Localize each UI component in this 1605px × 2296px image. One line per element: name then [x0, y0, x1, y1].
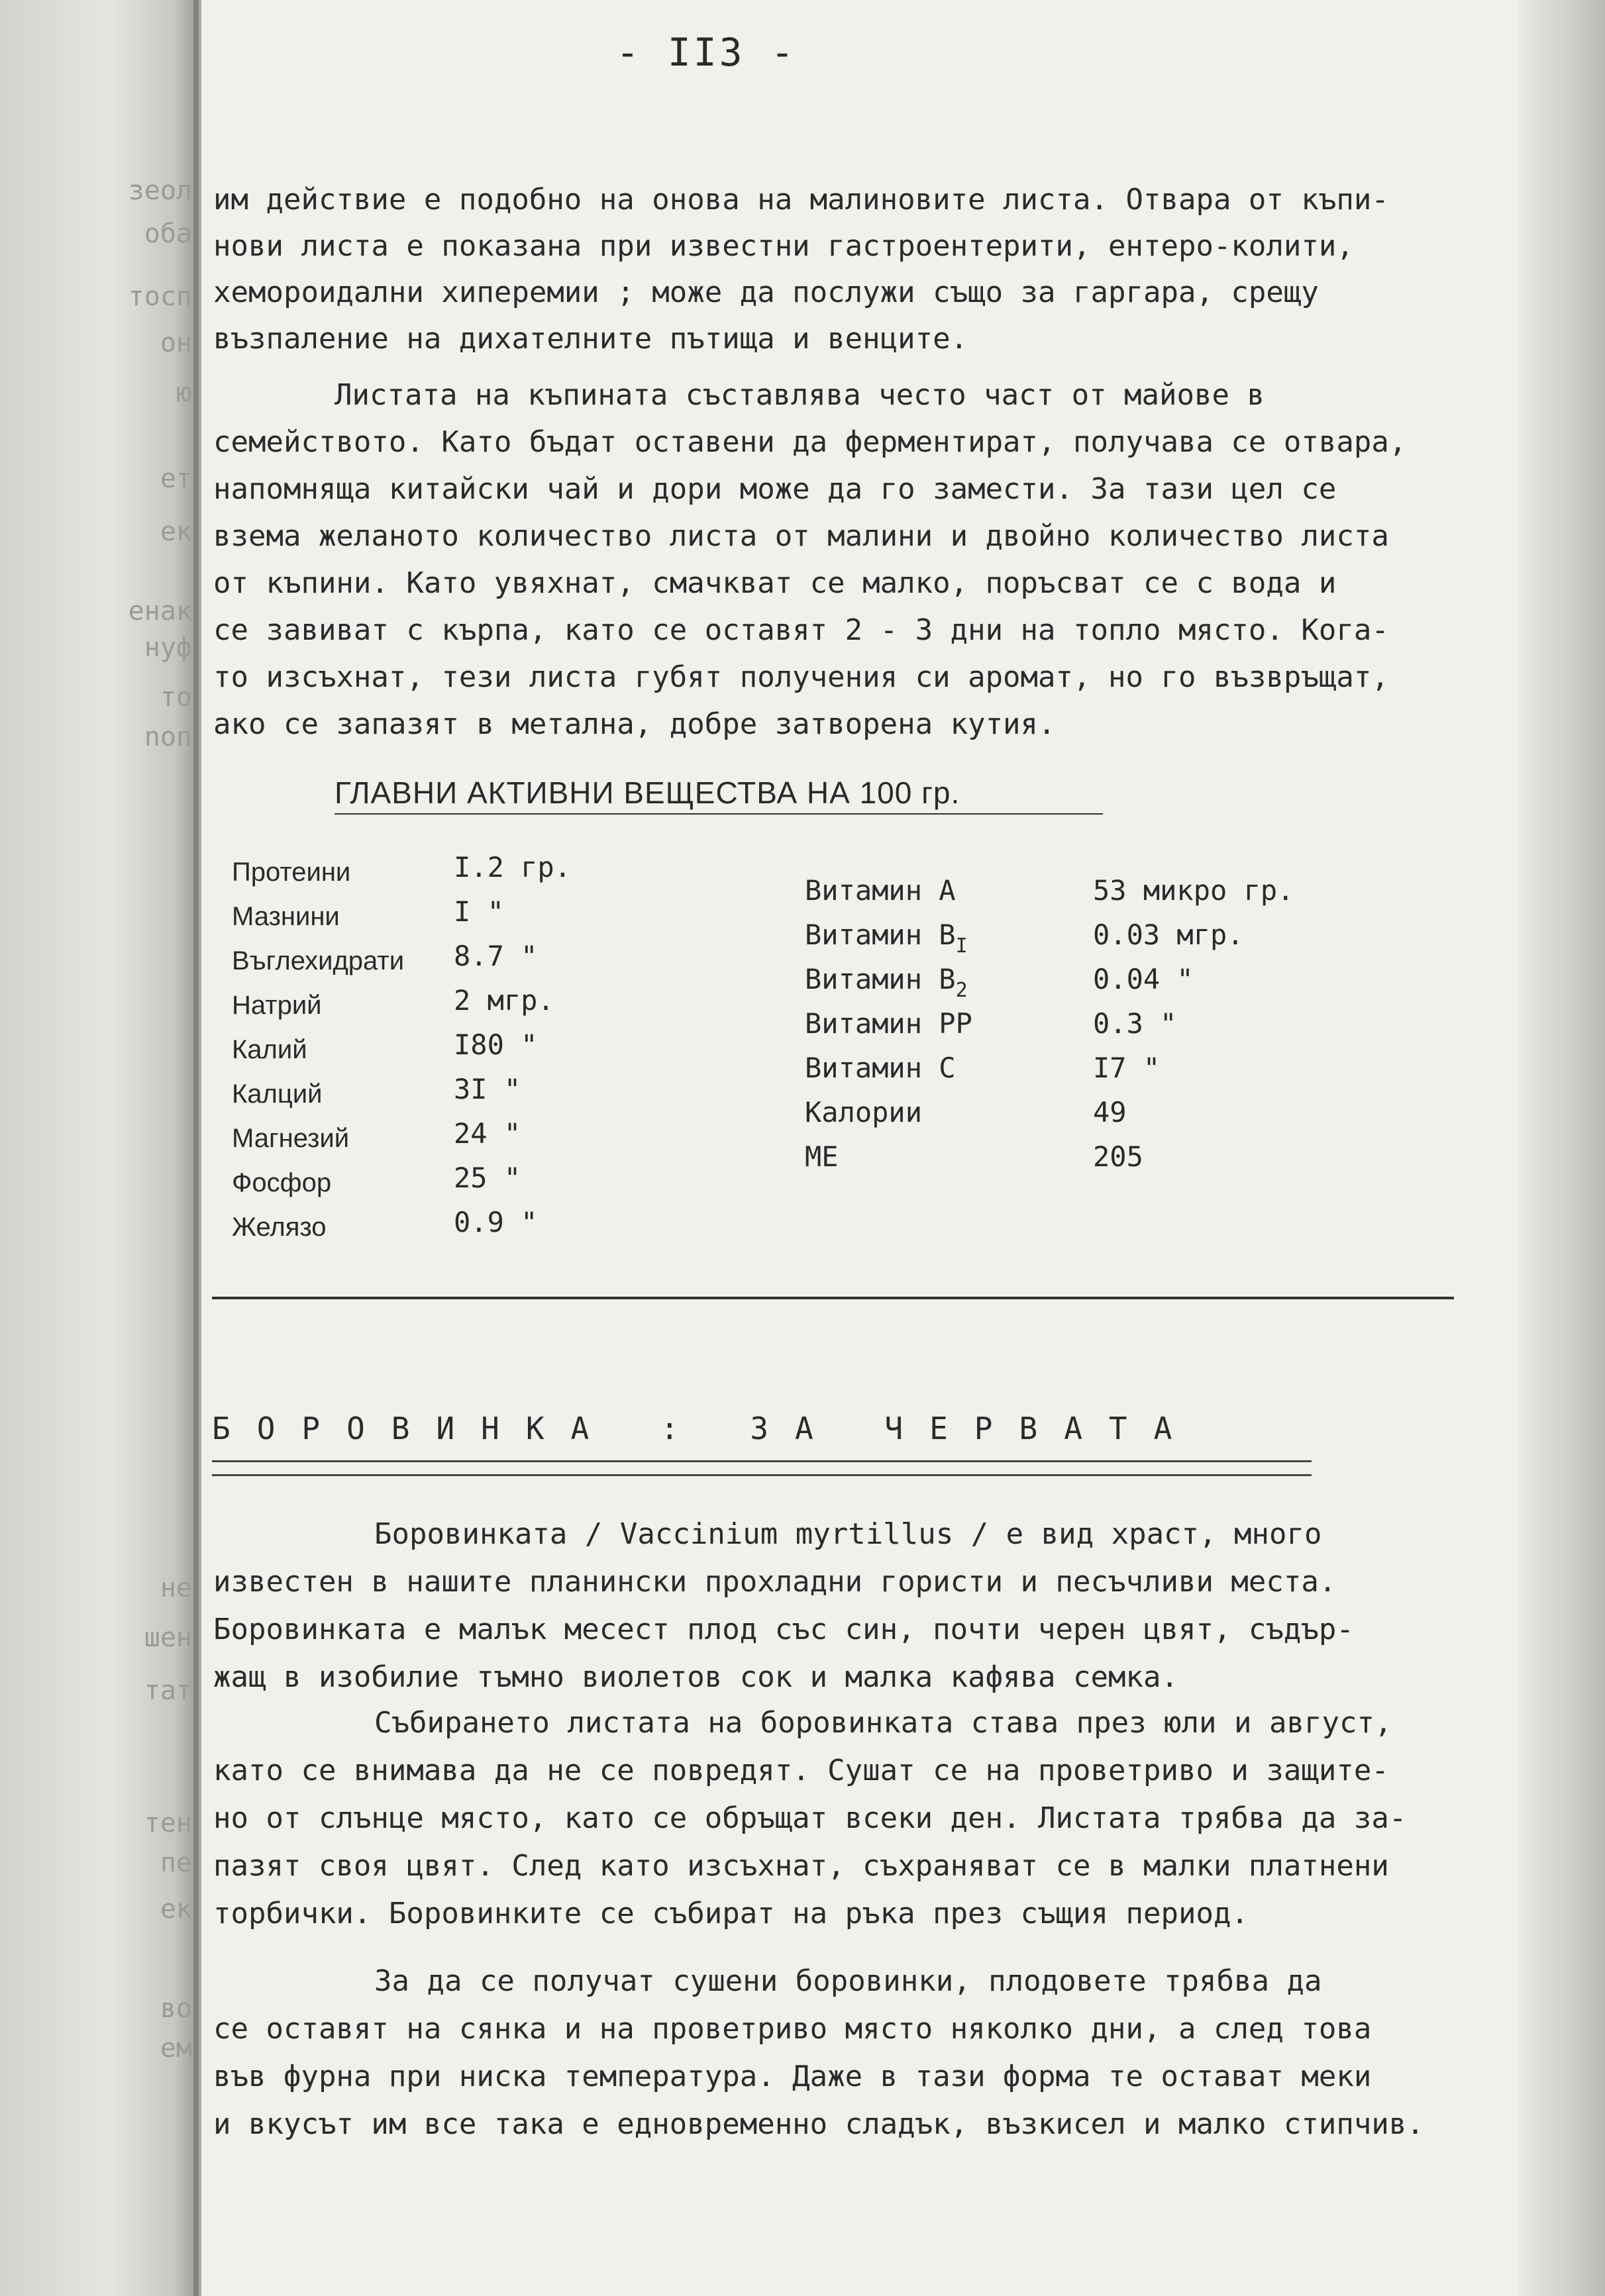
vitamin-value: 0.04 "	[1093, 963, 1194, 995]
page-shadow-edge	[193, 0, 201, 2296]
text-line: възпаление на дихателните пътища и венците.	[213, 322, 968, 356]
nutrient-label: Магнезий	[232, 1124, 350, 1153]
nutrient-label: Натрий	[232, 991, 322, 1020]
text-line: пазят своя цвят. След като изсъхнат, съхраняват се в малки платнени	[213, 1849, 1389, 1883]
text-line: напомняща китайски чай и дори може да го замести. За тази цел се	[213, 472, 1337, 506]
table-heading: ГЛАВНИ АКТИВНИ ВЕЩЕСТВА НА 100 гр.	[335, 775, 960, 810]
heading-underline	[335, 813, 1103, 815]
vitamin-value: 0.03 мгр.	[1093, 919, 1244, 951]
nutrient-value: 24 "	[454, 1117, 521, 1150]
text-line: във фурна при ниска температура. Даже в тази форма те остават меки	[213, 2060, 1372, 2093]
bleed-fragment: тосп	[128, 281, 192, 312]
nutrient-label: Калций	[232, 1079, 323, 1109]
text-line: Събирането листата на боровинката става през юли и август,	[374, 1706, 1392, 1740]
nutrient-label: Фосфор	[232, 1168, 332, 1197]
bleed-fragment: ек	[160, 517, 192, 547]
table-bottom-rule	[212, 1297, 1454, 1299]
right-scan-edge	[1519, 0, 1605, 2296]
nutrient-label: Въглехидрати	[232, 946, 405, 975]
vitamin-name: Витамин В	[805, 963, 956, 995]
vitamin-name: Витамин С	[805, 1052, 956, 1084]
nutrient-value: I.2 гр.	[454, 851, 572, 883]
nutrient-value: I "	[454, 895, 504, 928]
text-line: семейството. Като бъдат оставени да ферментират, получава се отвара,	[213, 425, 1407, 459]
bleed-fragment: енак	[128, 596, 192, 626]
text-line: хемороидални хиперемии ; може да послужи също за гаргара, срещу	[213, 275, 1319, 309]
bleed-fragment: нуф	[144, 632, 192, 663]
nutrient-label: Мазнини	[232, 902, 340, 931]
nutrient-value: 2 мгр.	[454, 984, 554, 1017]
text-line: нови листа е показана при известни гастроентерити, ентеро-колити,	[213, 229, 1354, 263]
text-line: Боровинката е малък месест плод със син, почти черен цвят, съдър-	[213, 1613, 1354, 1646]
vitamin-label	[805, 1052, 956, 1084]
text-line: от къпини. Като увяхнат, смачкват се малко, поръсват се с вода и	[213, 566, 1337, 600]
vitamin-value: 53 микро гр.	[1093, 874, 1294, 907]
vitamin-label	[805, 919, 968, 958]
bleed-fragment: не	[160, 1573, 192, 1603]
text-line: се завиват с кърпа, като се оставят 2 - 3 дни на топло място. Кога-	[213, 613, 1389, 647]
bleed-fragment: он	[160, 328, 192, 358]
vitamin-subscript: 2	[955, 979, 968, 1002]
vitamin-name: Витамин В	[805, 919, 956, 951]
vitamin-label	[805, 1096, 922, 1128]
bleed-fragment: пе	[160, 1848, 192, 1878]
vitamin-value: 0.3 "	[1093, 1007, 1177, 1040]
bleed-fragment: ем	[160, 2033, 192, 2064]
nutrient-label: Калий	[232, 1035, 307, 1064]
text-line: торбички. Боровинките се събират на ръка през същия период.	[213, 1897, 1249, 1930]
bleed-fragment: тен	[144, 1808, 192, 1838]
text-line: то изсъхнат, тези листа губят получения си аромат, но го възвръщат,	[213, 660, 1389, 694]
text-line: взема желаното количество листа от малини и двойно количество листа	[213, 519, 1389, 553]
text-line: и вкусът им все така е едновременно сладък, възкисел и малко стипчив.	[213, 2107, 1424, 2141]
bleed-fragment: оба	[144, 219, 192, 249]
vitamin-name: Калории	[805, 1096, 923, 1128]
nutrient-value: 3I "	[454, 1073, 521, 1105]
text-line: им действие е подобно на онова на малиновите листа. Отвара от къпи-	[213, 183, 1389, 217]
nutrient-value: 0.9 "	[454, 1206, 538, 1238]
text-line: За да се получат сушени боровинки, плодовете трябва да	[374, 1964, 1322, 1998]
nutrient-value: I80 "	[454, 1028, 538, 1061]
section-title: БОРОВИНКА : ЗА ЧЕРВАТА	[212, 1411, 1199, 1446]
bleed-fragment: тат	[144, 1675, 192, 1706]
vitamin-label	[805, 874, 956, 907]
bleed-fragment: во	[160, 1993, 192, 2024]
section-title-underline	[212, 1460, 1312, 1476]
vitamin-label	[805, 963, 968, 1002]
vitamin-name: МЕ	[805, 1140, 839, 1173]
text-line: но от слънце място, като се обръщат всеки ден. Листата трябва да за-	[213, 1801, 1407, 1835]
bleed-fragment: шен	[144, 1622, 192, 1653]
vitamin-subscript: I	[955, 934, 968, 958]
nutrient-label: Желязо	[232, 1213, 327, 1242]
bleed-fragment: ет	[160, 464, 192, 494]
bleed-fragment: non	[144, 722, 192, 752]
page-number: - II3 -	[616, 30, 797, 75]
text-line: се оставят на сянка и на проветриво място няколко дни, а след това	[213, 2012, 1372, 2046]
text-line: Боровинката / Vaccinium myrtillus / е вид храст, много	[374, 1517, 1322, 1551]
nutrient-value: 8.7 "	[454, 940, 538, 972]
vitamin-value: 49	[1093, 1096, 1127, 1128]
bleed-fragment: ю	[176, 377, 192, 408]
text-line: известен в нашите планински прохладни гористи и песъчливи места.	[213, 1565, 1337, 1599]
text-line: като се внимава да не се повредят. Сушат се на проветриво и защите-	[213, 1754, 1389, 1787]
bleed-fragment: ек	[160, 1894, 192, 1924]
vitamin-label	[805, 1140, 839, 1173]
vitamin-name: Витамин А	[805, 874, 956, 907]
vitamin-value: I7 "	[1093, 1052, 1161, 1084]
nutrient-label: Протеини	[232, 858, 351, 887]
bleed-fragment: зеол	[128, 175, 192, 206]
nutrient-value: 25 "	[454, 1162, 521, 1194]
text-line: жащ в изобилие тъмно виолетов сок и малка кафява семка.	[213, 1660, 1178, 1694]
vitamin-label	[805, 1007, 972, 1040]
text-line: ако се запазят в метална, добре затворена кутия.	[213, 707, 1056, 741]
vitamin-value: 205	[1093, 1140, 1143, 1173]
bleed-fragment: то	[160, 682, 192, 713]
vitamin-name: Витамин РР	[805, 1007, 972, 1040]
text-line: Листата на къпината съставлява често част от майове в	[335, 378, 1265, 412]
